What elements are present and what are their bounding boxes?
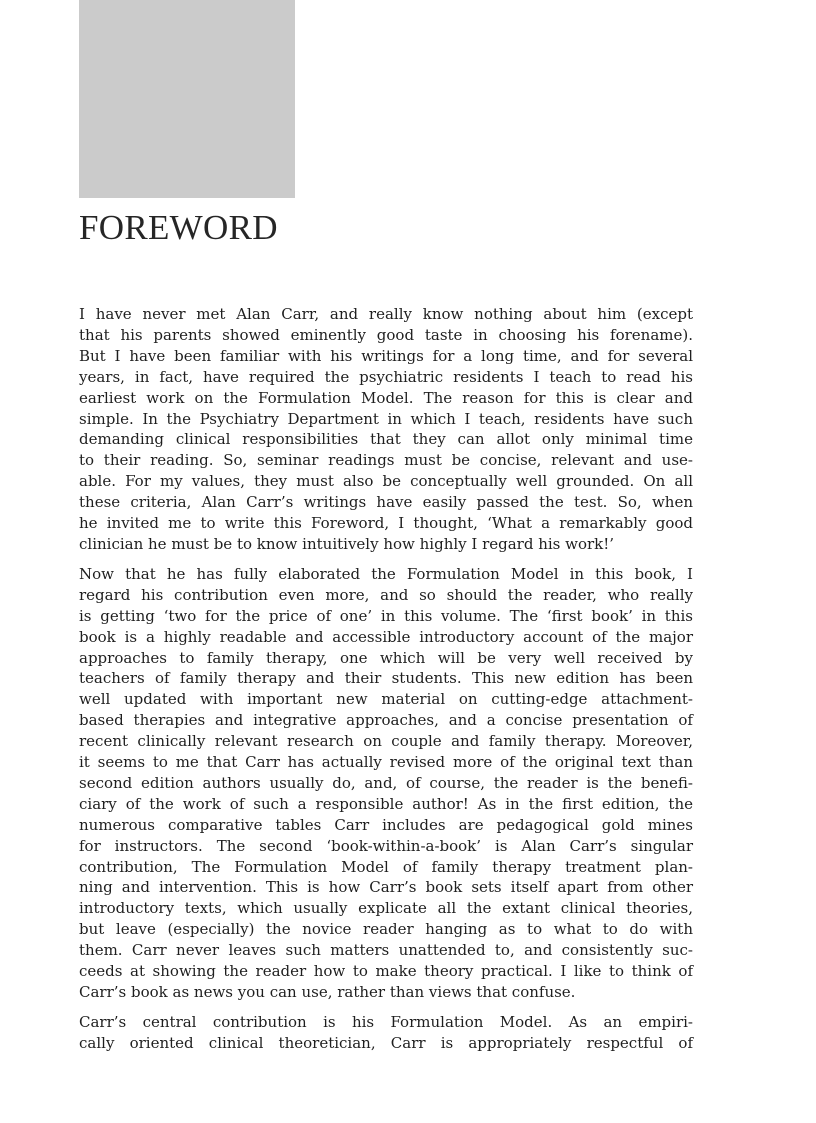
paragraph-1: [79, 304, 693, 555]
text-line: for instructors. The second ‘book-within-a-book’ is Alan Carr’s singular: [79, 836, 693, 855]
text-line: contribution, The Formulation Model of family therapy treatment plan-: [79, 857, 693, 876]
text-line: cally oriented clinical theoretician, Carr is appropriately respectful of: [79, 1033, 693, 1052]
text-line: it seems to me that Carr has actually revised more of the original text than: [79, 753, 693, 772]
text-line: regard his contribution even more, and so should the reader, who really: [79, 585, 693, 604]
text-line: recent clinically relevant research on couple and family therapy. Moreover,: [79, 732, 693, 751]
text-line: them. Carr never leaves such matters unattended to, and consistently suc-: [79, 941, 693, 960]
text-line: based therapies and integrative approaches, and a concise presentation of: [79, 711, 693, 730]
paragraph-3: [79, 1012, 693, 1054]
text-line: Now that he has fully elaborated the Formulation Model in this book, I: [79, 564, 693, 583]
text-line: But I have been familiar with his writings for a long time, and for several: [79, 346, 693, 365]
text-line: is getting ‘two for the price of one’ in this volume. The ‘first book’ in this: [79, 606, 693, 625]
text-line: that his parents showed eminently good taste in choosing his forename).: [79, 325, 693, 344]
decorative-gray-block: [79, 0, 295, 198]
text-line: able. For my values, they must also be conceptually well grounded. On all: [79, 472, 693, 491]
text-line: introductory texts, which usually explicate all the extant clinical theories,: [79, 899, 693, 918]
text-line: simple. In the Psychiatry Department in which I teach, residents have such: [79, 409, 693, 428]
text-line: ceeds at showing the reader how to make theory practical. I like to think of: [79, 962, 693, 981]
text-line: years, in fact, have required the psychiatric residents I teach to read his: [79, 367, 693, 386]
text-line: approaches to family therapy, one which will be very well received by: [79, 648, 693, 667]
text-line: book is a highly readable and accessible introductory account of the major: [79, 627, 693, 646]
text-line: Carr’s central contribution is his Formulation Model. As an empiri-: [79, 1012, 693, 1031]
text-line: but leave (especially) the novice reader hanging as to what to do with: [79, 920, 693, 939]
text-line: ning and intervention. This is how Carr’s book sets itself apart from other: [79, 878, 693, 897]
text-line: earliest work on the Formulation Model. The reason for this is clear and: [79, 388, 693, 407]
text-line: second edition authors usually do, and, of course, the reader is the benefi-: [79, 773, 693, 792]
text-line: ciary of the work of such a responsible author! As in the first edition, the: [79, 794, 693, 813]
text-line: teachers of family therapy and their students. This new edition has been: [79, 669, 693, 688]
text-line: I have never met Alan Carr, and really know nothing about him (except: [79, 305, 693, 323]
text-line: demanding clinical responsibilities that they can allot only minimal time: [79, 430, 693, 449]
text-line: to their reading. So, seminar readings must be concise, relevant and use-: [79, 451, 693, 470]
paragraph-2: [79, 564, 693, 1003]
text-line: numerous comparative tables Carr includes are pedagogical gold mines: [79, 815, 693, 834]
text-line: he invited me to write this Foreword, I thought, ‘What a remarkably good: [79, 514, 693, 533]
text-line: clinician he must be to know intuitively how highly I regard his work!’: [79, 534, 615, 553]
chapter-title: FOREWORD: [79, 208, 278, 247]
body-text: [79, 304, 693, 1063]
text-line: well updated with important new material on cutting-edge attachment-: [79, 690, 693, 709]
text-line: Carr’s book as news you can use, rather than views that confuse.: [79, 983, 576, 1001]
text-line: these criteria, Alan Carr’s writings have easily passed the test. So, when: [79, 493, 693, 512]
